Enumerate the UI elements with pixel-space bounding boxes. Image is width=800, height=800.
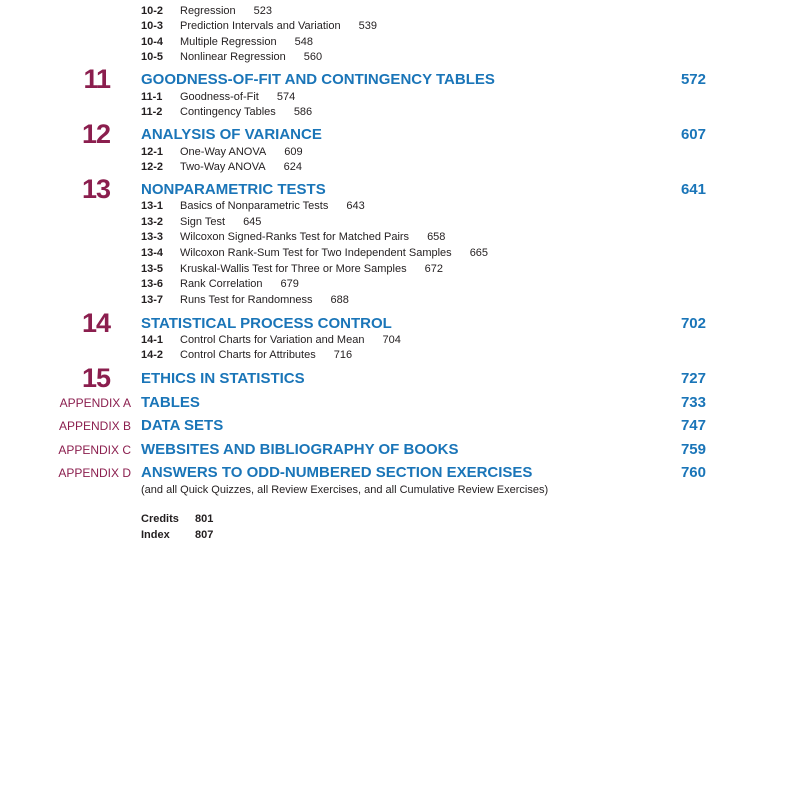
appendix-a-label: APPENDIX A xyxy=(59,396,131,410)
appendix-d-label: APPENDIX D xyxy=(58,466,131,480)
toc-section-12-1[interactable] xyxy=(141,145,303,160)
section-page: 645 xyxy=(243,216,262,228)
section-page: 574 xyxy=(276,91,296,103)
chapter-title-12[interactable]: ANALYSIS OF VARIANCE xyxy=(141,126,322,143)
appendix-a-page: 733 xyxy=(680,394,706,411)
chapter-title-14[interactable]: STATISTICAL PROCESS CONTROL xyxy=(141,315,392,332)
chapter-number-14: 14 xyxy=(81,308,110,338)
toc-section-13-6[interactable] xyxy=(141,277,299,292)
section-number: 13-5 xyxy=(141,263,164,275)
section-title: Contingency Tables xyxy=(180,106,276,118)
toc-credits[interactable] xyxy=(141,512,213,526)
section-page: 609 xyxy=(284,146,303,158)
chapter-number-12: 12 xyxy=(81,119,110,149)
section-number: 13-7 xyxy=(141,294,164,306)
section-title: Sign Test xyxy=(180,216,226,228)
chapter-title-11[interactable]: GOODNESS-OF-FIT AND CONTINGENCY TABLES xyxy=(141,71,495,88)
section-number: 10-2 xyxy=(141,5,164,17)
section-title: Basics of Nonparametric Tests xyxy=(180,200,329,212)
chapter-page-15: 727 xyxy=(680,370,706,387)
appendix-c-title[interactable]: WEBSITES AND BIBLIOGRAPHY OF BOOKS xyxy=(141,441,459,458)
section-number: 10-5 xyxy=(141,51,164,63)
section-number: 13-6 xyxy=(141,278,164,290)
section-title: Control Charts for Attributes xyxy=(180,349,316,361)
section-number: 13-4 xyxy=(141,247,164,259)
chapter-number-15: 15 xyxy=(81,363,110,393)
section-title: Rank Correlation xyxy=(180,278,263,290)
section-page: 665 xyxy=(469,247,489,259)
appendix-a-title[interactable]: TABLES xyxy=(141,394,200,411)
section-title: Wilcoxon Rank-Sum Test for Two Independent Samples xyxy=(180,247,452,259)
chapter-page-14: 702 xyxy=(680,315,706,332)
section-title: Runs Test for Randomness xyxy=(180,294,313,306)
section-title: Control Charts for Variation and Mean xyxy=(180,334,365,346)
section-title: Kruskal-Wallis Test for Three or More Samples xyxy=(180,263,407,275)
chapter-title-15[interactable]: ETHICS IN STATISTICS xyxy=(141,370,305,387)
toc-section-10-4[interactable] xyxy=(141,35,313,50)
index-page: 807 xyxy=(195,529,214,541)
section-title: Regression xyxy=(180,5,236,17)
section-page: 560 xyxy=(303,51,323,63)
appendix-d-page: 760 xyxy=(680,464,706,481)
toc-section-12-2[interactable] xyxy=(141,160,302,175)
section-page: 672 xyxy=(424,263,443,275)
appendix-d-title[interactable]: ANSWERS TO ODD-NUMBERED SECTION EXERCISES xyxy=(141,464,533,481)
section-number: 10-4 xyxy=(141,36,164,48)
toc-section-13-1[interactable] xyxy=(141,199,365,214)
section-page: 716 xyxy=(333,349,353,361)
section-page: 586 xyxy=(293,106,313,118)
toc-section-10-2[interactable] xyxy=(141,4,272,19)
section-page: 643 xyxy=(346,200,365,212)
toc-section-14-1[interactable] xyxy=(141,333,401,348)
section-number: 13-2 xyxy=(141,216,164,228)
section-page: 679 xyxy=(280,278,299,290)
section-page: 523 xyxy=(253,5,272,17)
toc-section-10-5[interactable] xyxy=(141,50,322,65)
section-title: Nonlinear Regression xyxy=(180,51,286,63)
section-title: One-Way ANOVA xyxy=(180,146,267,158)
toc-section-13-2[interactable] xyxy=(141,215,261,230)
appendix-c-label: APPENDIX C xyxy=(58,443,131,457)
section-page: 658 xyxy=(427,231,446,243)
section-number: 11-2 xyxy=(141,106,163,118)
chapter-page-11: 572 xyxy=(680,71,706,88)
toc-index[interactable] xyxy=(141,528,213,542)
section-title: Wilcoxon Signed-Ranks Test for Matched Pairs xyxy=(180,231,410,243)
section-title: Multiple Regression xyxy=(180,36,277,48)
chapter-number-11: 11 xyxy=(83,64,110,94)
appendix-b-title[interactable]: DATA SETS xyxy=(141,417,224,434)
section-number: 13-3 xyxy=(141,231,164,243)
chapter-page-12: 607 xyxy=(680,126,706,143)
toc-section-14-2[interactable] xyxy=(141,348,352,363)
toc-section-10-3[interactable] xyxy=(141,19,377,34)
toc-section-13-4[interactable] xyxy=(141,246,488,261)
appendix-d-note: (and all Quick Quizzes, all Review Exercises, and all Cumulative Review Exercises) xyxy=(141,484,549,496)
section-number: 12-1 xyxy=(141,146,164,158)
section-number: 14-2 xyxy=(141,349,164,361)
toc-section-13-5[interactable] xyxy=(141,262,443,277)
toc-section-13-3[interactable] xyxy=(141,230,445,245)
credits-label: Credits xyxy=(141,513,179,525)
section-title: Goodness-of-Fit xyxy=(180,91,259,103)
section-page: 548 xyxy=(294,36,313,48)
appendix-b-page: 747 xyxy=(680,417,706,434)
toc-section-11-1[interactable] xyxy=(141,90,295,105)
chapter-page-13: 641 xyxy=(680,181,706,198)
section-number: 12-2 xyxy=(141,161,164,173)
toc-section-11-2[interactable] xyxy=(141,105,312,120)
chapter-number-13: 13 xyxy=(81,174,110,204)
section-page: 704 xyxy=(382,334,401,346)
section-number: 10-3 xyxy=(141,20,164,32)
section-number: 11-1 xyxy=(141,91,163,103)
section-page: 624 xyxy=(283,161,302,173)
chapter-title-13[interactable]: NONPARAMETRIC TESTS xyxy=(141,181,326,198)
index-label: Index xyxy=(141,529,170,541)
appendix-c-page: 759 xyxy=(680,441,706,458)
section-page: 539 xyxy=(358,20,377,32)
appendix-b-label: APPENDIX B xyxy=(58,419,131,433)
toc-section-13-7[interactable] xyxy=(141,293,349,308)
section-number: 13-1 xyxy=(141,200,164,212)
section-title: Two-Way ANOVA xyxy=(180,161,266,173)
section-title: Prediction Intervals and Variation xyxy=(180,20,341,32)
section-number: 14-1 xyxy=(141,334,164,346)
section-page: 688 xyxy=(330,294,349,306)
credits-page: 801 xyxy=(195,513,214,525)
